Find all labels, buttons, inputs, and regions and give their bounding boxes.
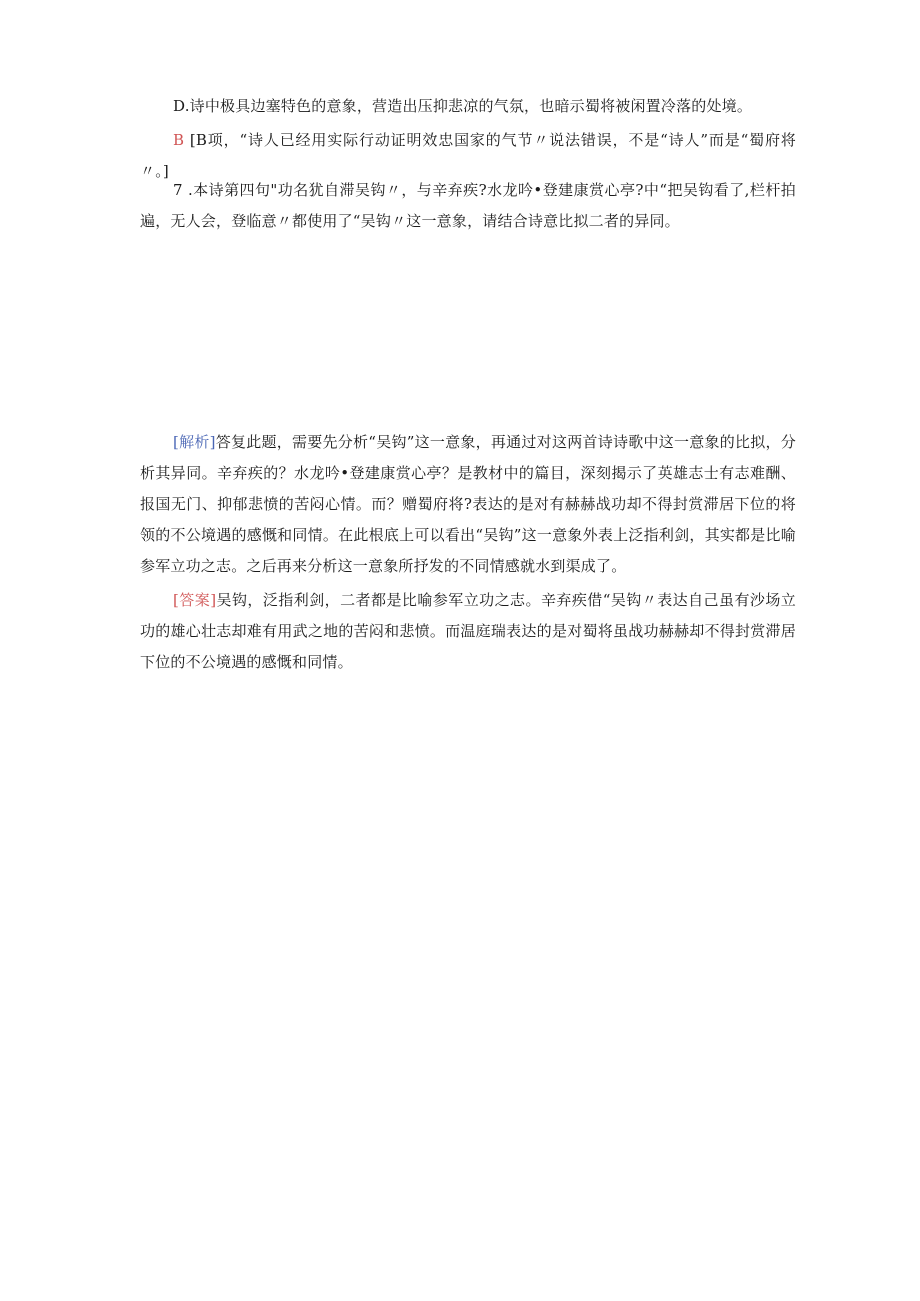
answer-paragraph	[140, 585, 796, 678]
option-d: D.诗中极具边塞特色的意象，营造出压抑悲凉的气氛，也暗示蜀将被闲置冷落的处境。	[173, 97, 753, 115]
question-7: 7 .本诗第四句"功名犹自滞吴钩〃，与辛弃疾?水龙吟•登建康赏心亭?中“把吴钩看了,栏杆拍遍，无人会，登临意〃都使用了“吴钩〃这一意象，请结合诗意比拟二者的异同。	[140, 181, 796, 230]
answer-text: 吴钩，泛指利剑，二者都是比喻参军立功之志。辛弃疾借“吴钩〃表达自己虽有沙场立功的雄心壮志却难有用武之地的苦闷和悲愤。而温庭瑞表达的是对蜀将虽战功赫赫却不得封赏滞居下位的不公境遇的感慨和同情。	[140, 591, 796, 671]
analysis-paragraph	[140, 427, 796, 582]
answer-letter: B	[173, 131, 185, 149]
answer-tag: [答案]	[173, 591, 217, 609]
answer-6-explanation: [B项，“诗人已经用实际行动证明效忠国家的气节〃说法错误，不是“诗人”而是“蜀府将〃。]	[140, 131, 796, 180]
analysis-tag: [解析]	[173, 433, 216, 451]
analysis-text: 答复此题，需要先分析“吴钩”这一意象，再通过对这两首诗诗歌中这一意象的比拟，分析其异同。辛弃疾的？水龙吟•登建康赏心亭？是教材中的篇目，深刻揭示了英雄志士有志难酬、报国无门、抑郁悲愤的苦闷心情。而？赠蜀府将?表达的是对有赫赫战功却不得封赏滞居下位的将领的不公境遇的感慨和同情。在此根底上可以看出“吴钩”这一意象外表上泛指利剑，其实都是比喻参军立功之志。之后再来分析这一意象所抒发的不同情感就水到渠成了。	[140, 433, 796, 575]
